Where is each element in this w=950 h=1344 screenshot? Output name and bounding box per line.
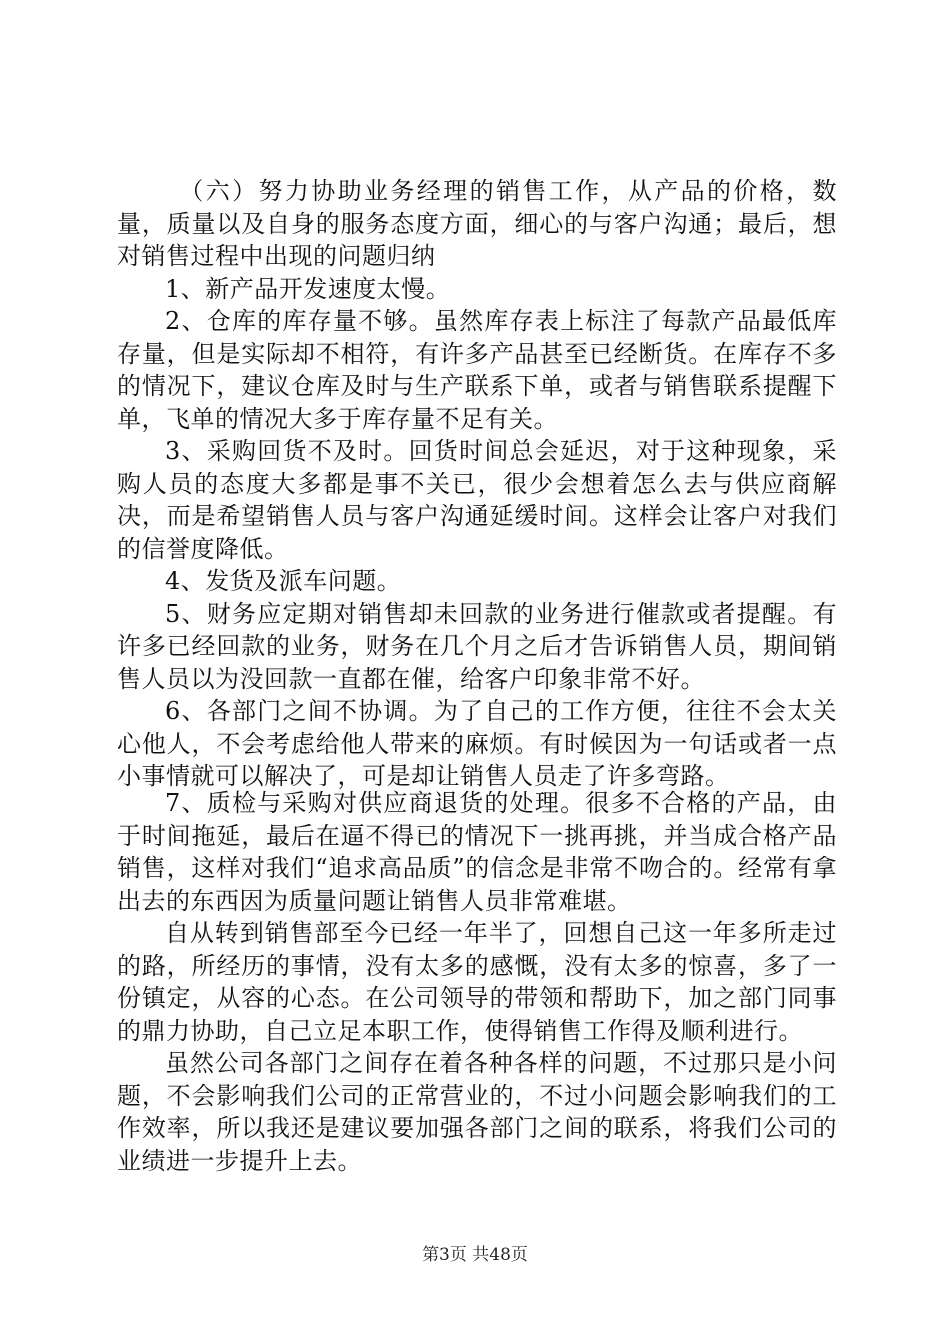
paragraph-intro: （六）努力协助业务经理的销售工作，从产品的价格，数量，质量以及自身的服务态度方面，细心的与客户沟通；最后，想对销售过程中出现的问题归纳 <box>117 177 837 270</box>
paragraph-item-4: 4、发货及派车问题。 <box>165 567 402 595</box>
paragraph-item-5: 5、财务应定期对销售却未回款的业务进行催款或者提醒。有许多已经回款的业务，财务在几个月之后才告诉销售人员，期间销售人员以为没回款一直都在催，给客户印象非常不好。 <box>117 599 837 693</box>
paragraph-item-7: 7、质检与采购对供应商退货的处理。很多不合格的产品，由于时间拖延，最后在逼不得已的情况下一挑再挑，并当成合格产品销售，这样对我们“追求高品质”的信念是非常不吻合的。经常有拿出去的东西因为质量问题让销售人员非常难堪。 <box>117 789 837 915</box>
paragraph-item-6: 6、各部门之间不协调。为了自己的工作方便，往往不会太关心他人，不会考虑给他人带来的麻烦。有时候因为一句话或者一点小事情就可以解决了，可是却让销售人员走了许多弯路。 <box>117 697 837 790</box>
paragraph-item-1: 1、新产品开发速度太慢。 <box>165 274 451 303</box>
paragraph-reflection: 自从转到销售部至今已经一年半了，回想自己这一年多所走过的路，所经历的事情，没有太多的感慨，没有太多的惊喜，多了一份镇定，从容的心态。在公司领导的带领和帮助下，加之部门同事的鼎力协助，自己立足本职工作，使得销售工作得及顺利进行。 <box>117 919 837 1045</box>
page-number-label: 第3页 共48页 <box>422 1245 528 1265</box>
paragraph-conclusion: 虽然公司各部门之间存在着各种各样的问题，不过那只是小问题，不会影响我们公司的正常营业的，不过小问题会影响我们的工作效率，所以我还是建议要加强各部门之间的联系，将我们公司的业绩进一步提升上去。 <box>117 1049 837 1175</box>
paragraph-item-3: 3、采购回货不及时。回货时间总会延迟，对于这种现象，采购人员的态度大多都是事不关已，很少会想着怎么去与供应商解决，而是希望销售人员与客户沟通延缓时间。这样会让客户对我们的信誉度降低。 <box>117 437 837 563</box>
body-text-block-2 <box>117 787 837 1177</box>
page-footer <box>0 1240 950 1265</box>
body-text-block-1 <box>117 175 837 793</box>
paragraph-item-2: 2、仓库的库存量不够。虽然库存表上标注了每款产品最低库存量，但是实际却不相符，有许多产品甚至已经断货。在库存不多的情况下，建议仓库及时与生产联系下单，或者与销售联系提醒下单，飞单的情况大多于库存量不足有关。 <box>117 307 837 433</box>
